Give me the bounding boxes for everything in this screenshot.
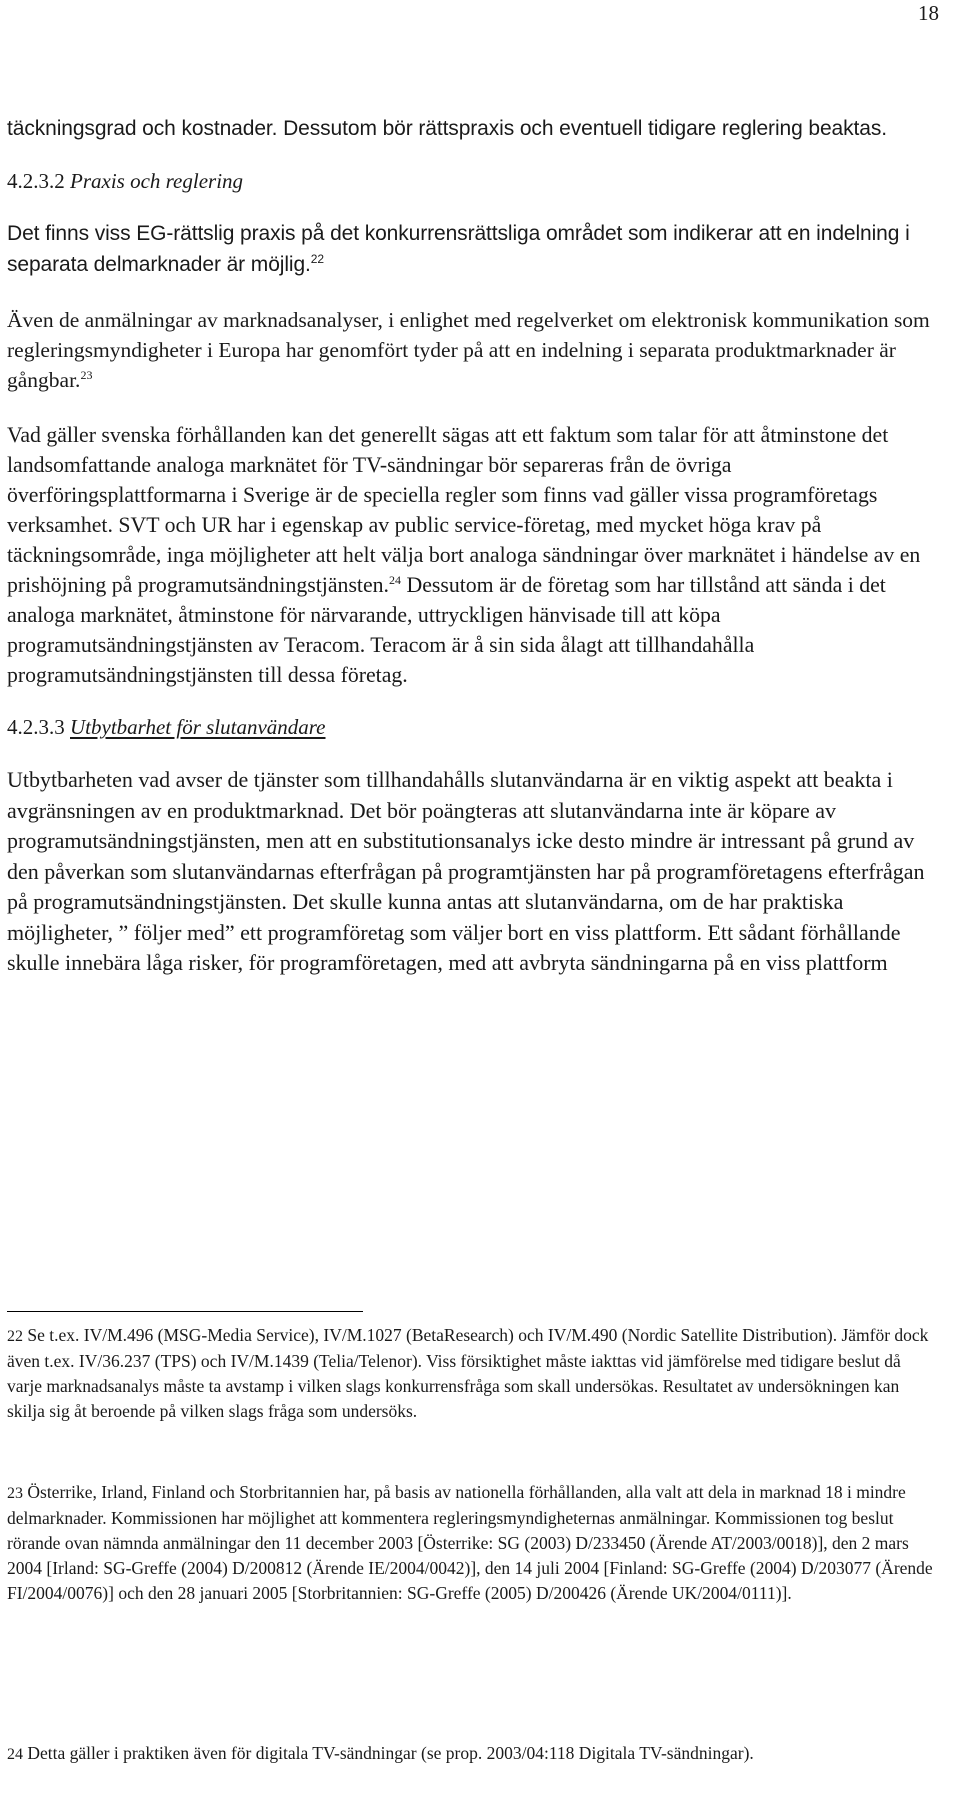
footnote-number: 23 — [7, 1485, 23, 1502]
footnote-number: 24 — [7, 1746, 23, 1763]
section-heading-4-2-3-2 — [7, 166, 937, 196]
body-text — [7, 113, 937, 979]
paragraph-text-continued: Dessutom är de företag som har tillstånd att sända i det analoga marknätet, åtminstone för närvarande, uttryckligen hänvisade till att köpa programutsändningstjänsten av Teracom. Teracom är å sin sida ålagt att tillhandahålla programutsändningstjänsten till dessa företag. — [7, 573, 886, 687]
footnote-ref: 22 — [310, 252, 324, 266]
footnote-text: Detta gäller i praktiken även för digitala TV-sändningar (se prop. 2003/04:118 Digitala TV-sändningar). — [27, 1743, 754, 1763]
footnote-24 — [7, 1741, 937, 1767]
paragraph-2 — [7, 218, 937, 280]
paragraph-text: Även de anmälningar av marknadsanalyser, i enlighet med regelverket om elektronisk kommunikation som regleringsmyndigheter i Europa har genomfört tyder på att en indelning i separata produktmarknader är gångbar. — [7, 308, 930, 392]
footnote-23 — [7, 1480, 937, 1606]
paragraph-3 — [7, 305, 937, 395]
paragraph-text: Vad gäller svenska förhållanden kan det generellt sägas att ett faktum som talar för att åtminstone det landsomfattande analoga marknätet för TV-sändningar bör separeras från de övriga överföringsplattformarna i Sverige är de speciella regler som finns vad gäller vissa programföretags verksamhet. SVT och UR har i egenskap av public service-företag, med mycket höga krav på täckningsområde, inga möjligheter att helt välja bort analoga sändningar över marknätet i händelse av en prishöjning på programutsändningstjänsten. — [7, 423, 921, 597]
page-number: 18 — [918, 1, 939, 25]
footnote-number: 22 — [7, 1328, 23, 1345]
heading-number: 4.2.3.2 — [7, 169, 65, 193]
footnote-22 — [7, 1323, 937, 1424]
paragraph-4 — [7, 420, 937, 690]
footnote-text: Österrike, Irland, Finland och Storbritannien har, på basis av nationella förhållanden, alla valt att dela in marknad 18 i mindre delmarknader. Kommissionen har möjlighet att kommentera regleringsmyndigheternas anmälningar. Kommissionen tog beslut rörande ovan nämnda anmälningar den 11 december 2003 [Österrike: SG (2003) D/233450 (Ärende AT/2003/0018)], den 2 mars 2004 [Irland: SG-Greffe (2004) D/200812 (Ärende IE/2004/0042)], den 14 juli 2004 [Finland: SG-Greffe (2004) D/203077 (Ärende FI/2004/0076)] och den 28 januari 2005 [Storbritannien: SG-Greffe (2005) D/200426 (Ärende UK/2004/0111)]. — [7, 1482, 933, 1603]
heading-title: Praxis och reglering — [70, 169, 244, 193]
section-heading-4-2-3-3 — [7, 712, 937, 742]
heading-number: 4.2.3.3 — [7, 715, 65, 739]
paragraph-text: Det finns viss EG-rättslig praxis på det konkurrensrättsliga området som indikerar att en indelning i separata delmarknader är möjlig. — [7, 222, 910, 276]
footnote-text: Se t.ex. IV/M.496 (MSG-Media Service), IV/M.1027 (BetaResearch) och IV/M.490 (Nordic Satellite Distribution). Jämför dock även t.ex. IV/36.237 (TPS) och IV/M.1439 (Telia/Telenor). Viss försiktighet måste iakttas vid jämförelse med tidigare beslut då varje marknadsanalys måste ta avstamp i vilken slags konkurrensfråga som skall undersökas. Resultatet av undersökningen kan skilja sig åt beroende på vilken slags fråga som undersöks. — [7, 1325, 929, 1421]
heading-title: Utbytbarhet för slutanvändare — [70, 715, 326, 739]
paragraph-5: Utbytbarheten vad avser de tjänster som tillhandahålls slutanvändarna är en viktig aspekt att beakta i avgränsningen av en produktmarknad. Det bör poängteras att slutanvändarna inte är köpare av programutsändningstjänsten, men att en substitutionsanalys icke desto mindre är intressant på grund av den påverkan som slutanvändarnas efterfrågan på programtjänsten har på programföretagens efterfrågan på programutsändningstjänsten. Det skulle kunna antas att slutanvändarna, om de har praktiska möjligheter, ” följer med” ett programföretag som väljer bort en viss plattform. Ett sådant förhållande skulle innebära låga risker, för programföretagen, med att avbryta sändningarna på en viss plattform — [7, 767, 925, 975]
paragraph-1: täckningsgrad och kostnader. Dessutom bör rättspraxis och eventuell tidigare reglering beaktas. — [7, 117, 887, 140]
footnote-ref: 24 — [389, 573, 401, 587]
footnote-ref: 23 — [80, 368, 93, 382]
footnote-separator — [7, 1311, 363, 1312]
